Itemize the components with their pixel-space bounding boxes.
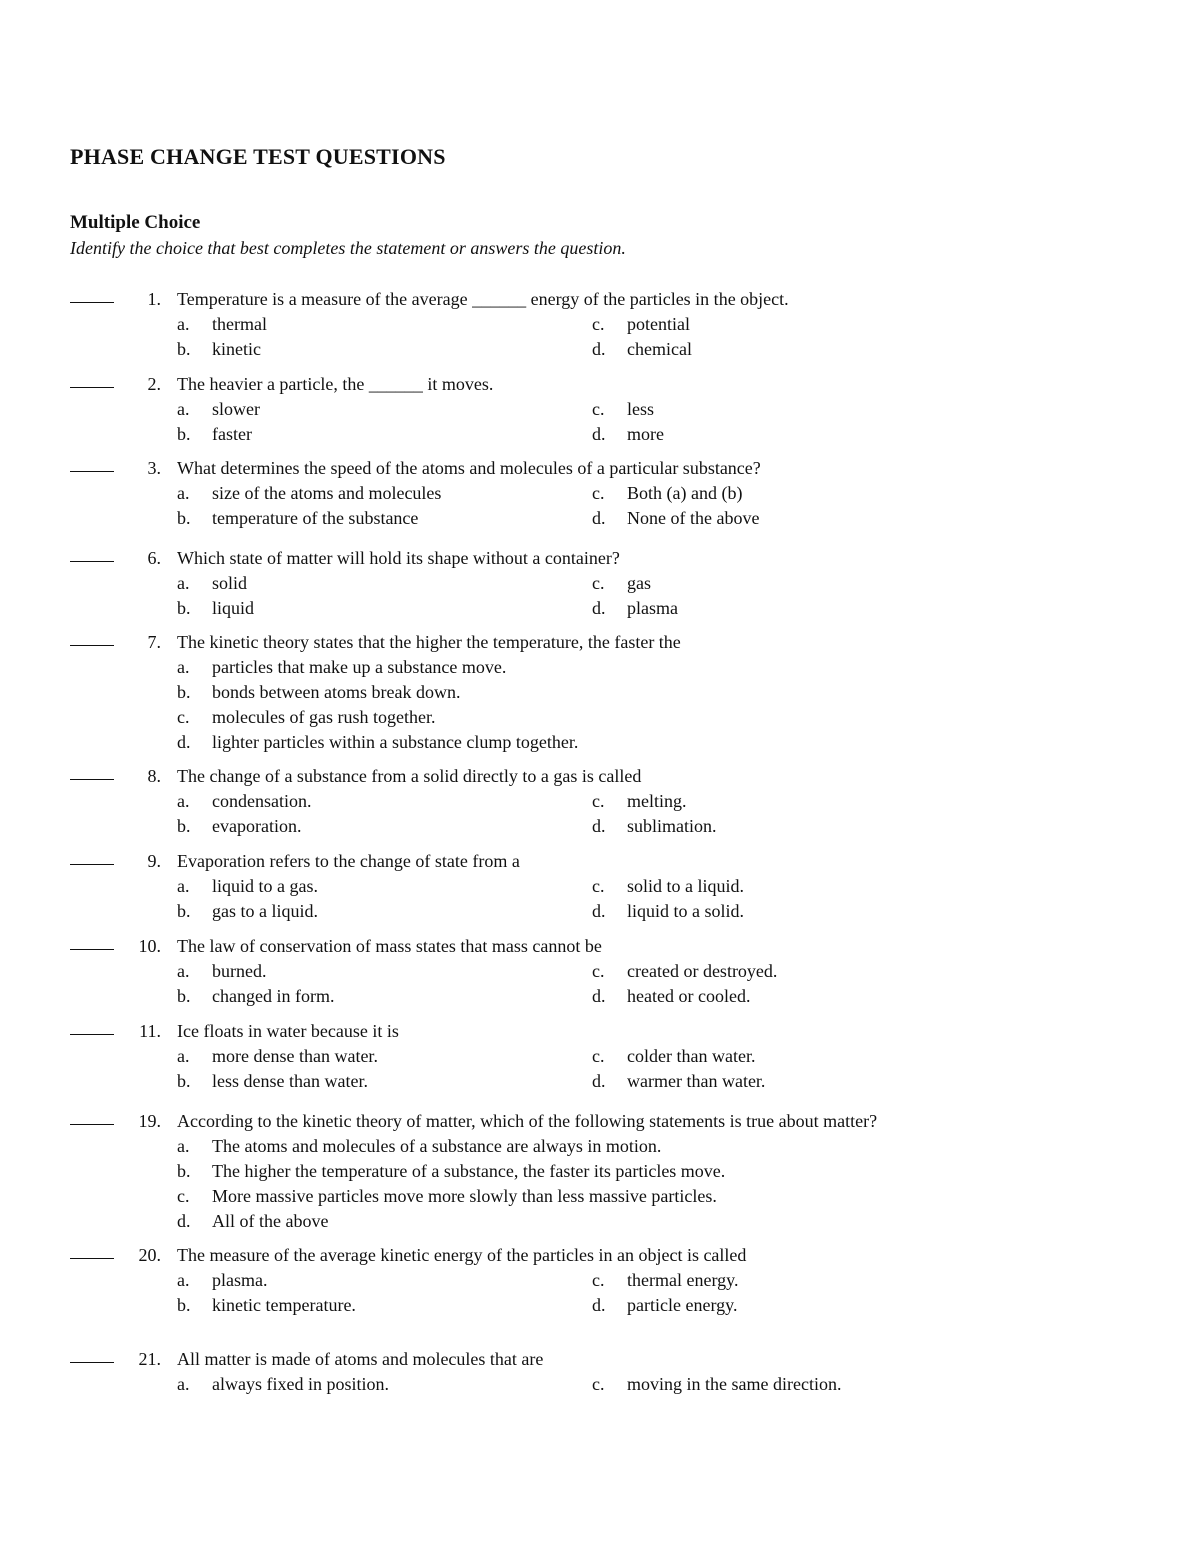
- instructions: Identify the choice that best completes the statement or answers the question.: [70, 238, 626, 258]
- option-letter: d.: [177, 732, 191, 752]
- option-letter: c.: [592, 314, 605, 334]
- option-text: solid: [212, 573, 248, 593]
- question-stem-row: [0, 1019, 1200, 1044]
- option-letter: c.: [592, 791, 605, 811]
- question-stem-row: [0, 764, 1200, 789]
- options-row: [0, 984, 1200, 1009]
- question: [0, 1347, 1200, 1397]
- option-letter: b.: [177, 816, 191, 836]
- option-letter: a.: [177, 1136, 190, 1156]
- option-letter: d.: [592, 508, 606, 528]
- option-text: thermal: [212, 314, 267, 334]
- options-row: [0, 959, 1200, 984]
- option-letter: b.: [177, 424, 191, 444]
- options-row: [0, 422, 1200, 447]
- option-letter: c.: [592, 1374, 605, 1394]
- option-text: kinetic temperature.: [212, 1295, 356, 1315]
- option-text: always fixed in position.: [212, 1374, 389, 1394]
- options-row: [0, 1268, 1200, 1293]
- option-text: size of the atoms and molecules: [212, 483, 442, 503]
- option-text: Both (a) and (b): [627, 483, 743, 503]
- question-stem: Evaporation refers to the change of state from a: [177, 851, 520, 871]
- option-letter: d.: [177, 1211, 191, 1231]
- question: [0, 456, 1200, 531]
- option-letter: b.: [177, 986, 191, 1006]
- answer-blank[interactable]: [70, 1362, 114, 1363]
- option-text: particle energy.: [627, 1295, 738, 1315]
- question-stem: All matter is made of atoms and molecules that are: [177, 1349, 544, 1369]
- option-text: moving in the same direction.: [627, 1374, 842, 1394]
- question: [0, 372, 1200, 447]
- option-text: plasma: [627, 598, 678, 618]
- question-stem: The change of a substance from a solid directly to a gas is called: [177, 766, 642, 786]
- question: [0, 764, 1200, 839]
- option-letter: a.: [177, 1270, 190, 1290]
- question-stem-row: [0, 546, 1200, 571]
- question: [0, 287, 1200, 362]
- option-text: gas: [627, 573, 651, 593]
- option-letter: b.: [177, 508, 191, 528]
- option-text: changed in form.: [212, 986, 335, 1006]
- options-row: [0, 312, 1200, 337]
- answer-blank[interactable]: [70, 302, 114, 303]
- option-letter: c.: [592, 876, 605, 896]
- option-text: solid to a liquid.: [627, 876, 744, 896]
- options-row: [0, 337, 1200, 362]
- option-text: less: [627, 399, 654, 419]
- options-row: [0, 571, 1200, 596]
- option-text: All of the above: [212, 1211, 329, 1231]
- options-row: [0, 814, 1200, 839]
- option-text: less dense than water.: [212, 1071, 368, 1091]
- option-letter: c.: [592, 961, 605, 981]
- answer-blank[interactable]: [70, 1034, 114, 1035]
- option-text: gas to a liquid.: [212, 901, 318, 921]
- question: [0, 1243, 1200, 1318]
- option-letter: a.: [177, 1046, 190, 1066]
- option-letter: a.: [177, 1374, 190, 1394]
- option-text: molecules of gas rush together.: [212, 707, 436, 727]
- option-letter: a.: [177, 399, 190, 419]
- option-letter: b.: [177, 1071, 191, 1091]
- section-heading: Multiple Choice: [70, 212, 201, 233]
- options-row: [0, 596, 1200, 621]
- option-text: chemical: [627, 339, 692, 359]
- question-stem-row: [0, 456, 1200, 481]
- option-letter: d.: [592, 986, 606, 1006]
- option-letter: a.: [177, 314, 190, 334]
- option-letter: b.: [177, 1161, 191, 1181]
- question-stem: Which state of matter will hold its shape without a container?: [177, 548, 620, 568]
- question-stem: Temperature is a measure of the average ______ energy of the particles in the object.: [177, 289, 789, 309]
- option-text: particles that make up a substance move.: [212, 657, 507, 677]
- options-row: [0, 506, 1200, 531]
- answer-blank[interactable]: [70, 387, 114, 388]
- question-stem-row: [0, 1243, 1200, 1268]
- option-text: The atoms and molecules of a substance are always in motion.: [212, 1136, 662, 1156]
- option-letter: a.: [177, 573, 190, 593]
- question-stem: Ice floats in water because it is: [177, 1021, 399, 1041]
- option-text: evaporation.: [212, 816, 302, 836]
- option-text: None of the above: [627, 508, 760, 528]
- option-letter: d.: [592, 816, 606, 836]
- options-row: [0, 1372, 1200, 1397]
- option-text: liquid to a gas.: [212, 876, 318, 896]
- option-text: liquid: [212, 598, 255, 618]
- question-stem-row: [0, 630, 1200, 655]
- question-stem-row: [0, 287, 1200, 312]
- answer-blank[interactable]: [70, 864, 114, 865]
- question: [0, 1109, 1200, 1234]
- option-text: plasma.: [212, 1270, 268, 1290]
- option-letter: c.: [592, 399, 605, 419]
- option-text: burned.: [212, 961, 267, 981]
- option-letter: c.: [592, 1046, 605, 1066]
- option-letter: c.: [592, 483, 605, 503]
- question-stem-row: [0, 1347, 1200, 1372]
- option-text: warmer than water.: [627, 1071, 766, 1091]
- question-number: 6.: [147, 548, 161, 568]
- option-letter: a.: [177, 876, 190, 896]
- question-number: 10.: [138, 936, 161, 956]
- question-stem: The heavier a particle, the ______ it moves.: [177, 374, 494, 394]
- options-row: [0, 1044, 1200, 1069]
- option-letter: c.: [592, 573, 605, 593]
- question-stem: What determines the speed of the atoms and molecules of a particular substance?: [177, 458, 761, 478]
- option-text: The higher the temperature of a substance, the faster its particles move.: [212, 1161, 726, 1181]
- option-letter: a.: [177, 791, 190, 811]
- answer-blank[interactable]: [70, 471, 114, 472]
- option-letter: c.: [592, 1270, 605, 1290]
- option-letter: c.: [177, 707, 190, 727]
- question-stem-row: [0, 849, 1200, 874]
- question-number: 19.: [138, 1111, 161, 1131]
- option-text: melting.: [627, 791, 687, 811]
- option-text: liquid to a solid.: [627, 901, 744, 921]
- option-text: potential: [627, 314, 690, 334]
- option-text: lighter particles within a substance clump together.: [212, 732, 579, 752]
- question-stem-row: [0, 934, 1200, 959]
- option-letter: b.: [177, 598, 191, 618]
- option-text: more dense than water.: [212, 1046, 378, 1066]
- option-text: created or destroyed.: [627, 961, 778, 981]
- option-letter: d.: [592, 901, 606, 921]
- option-text: condensation.: [212, 791, 312, 811]
- options-row: [0, 1184, 1200, 1209]
- options-row: [0, 899, 1200, 924]
- question-stem: The measure of the average kinetic energy of the particles in an object is called: [177, 1245, 747, 1265]
- option-text: more: [627, 424, 664, 444]
- option-text: slower: [212, 399, 260, 419]
- option-letter: c.: [177, 1186, 190, 1206]
- question-number: 3.: [147, 458, 161, 478]
- question-number: 7.: [147, 632, 161, 652]
- options-row: [0, 874, 1200, 899]
- question-stem-row: [0, 372, 1200, 397]
- option-letter: d.: [592, 424, 606, 444]
- option-letter: b.: [177, 339, 191, 359]
- question-number: 20.: [138, 1245, 161, 1265]
- question-number: 8.: [147, 766, 161, 786]
- question-stem: The kinetic theory states that the higher the temperature, the faster the: [177, 632, 681, 652]
- question-number: 1.: [147, 289, 161, 309]
- options-row: [0, 1069, 1200, 1094]
- option-text: More massive particles move more slowly than less massive particles.: [212, 1186, 717, 1206]
- options-row: [0, 1134, 1200, 1159]
- option-letter: a.: [177, 657, 190, 677]
- options-row: [0, 1159, 1200, 1184]
- option-text: faster: [212, 424, 252, 444]
- option-letter: d.: [592, 339, 606, 359]
- answer-blank[interactable]: [70, 561, 114, 562]
- answer-blank[interactable]: [70, 949, 114, 950]
- options-row: [0, 730, 1200, 755]
- question: [0, 546, 1200, 621]
- option-letter: d.: [592, 1295, 606, 1315]
- option-text: temperature of the substance: [212, 508, 419, 528]
- option-letter: b.: [177, 901, 191, 921]
- question: [0, 849, 1200, 924]
- option-text: heated or cooled.: [627, 986, 751, 1006]
- option-letter: d.: [592, 598, 606, 618]
- question-number: 9.: [147, 851, 161, 871]
- question-number: 21.: [138, 1349, 161, 1369]
- option-letter: a.: [177, 961, 190, 981]
- options-row: [0, 705, 1200, 730]
- options-row: [0, 1209, 1200, 1234]
- page-title: PHASE CHANGE TEST QUESTIONS: [70, 144, 446, 169]
- question: [0, 1019, 1200, 1094]
- question-number: 11.: [139, 1021, 161, 1041]
- question: [0, 630, 1200, 755]
- options-row: [0, 680, 1200, 705]
- option-text: thermal energy.: [627, 1270, 739, 1290]
- question-stem: According to the kinetic theory of matter, which of the following statements is true about matter?: [177, 1111, 878, 1131]
- option-text: kinetic: [212, 339, 261, 359]
- answer-blank[interactable]: [70, 1258, 114, 1259]
- option-letter: a.: [177, 483, 190, 503]
- option-letter: d.: [592, 1071, 606, 1091]
- question: [0, 934, 1200, 1009]
- option-letter: b.: [177, 682, 191, 702]
- option-letter: b.: [177, 1295, 191, 1315]
- options-row: [0, 481, 1200, 506]
- question-stem-row: [0, 1109, 1200, 1134]
- answer-blank[interactable]: [70, 1124, 114, 1125]
- question-number: 2.: [147, 374, 161, 394]
- options-row: [0, 1293, 1200, 1318]
- option-text: bonds between atoms break down.: [212, 682, 461, 702]
- question-stem: The law of conservation of mass states that mass cannot be: [177, 936, 602, 956]
- answer-blank[interactable]: [70, 645, 114, 646]
- options-row: [0, 397, 1200, 422]
- options-row: [0, 655, 1200, 680]
- option-text: sublimation.: [627, 816, 717, 836]
- options-row: [0, 789, 1200, 814]
- answer-blank[interactable]: [70, 779, 114, 780]
- option-text: colder than water.: [627, 1046, 756, 1066]
